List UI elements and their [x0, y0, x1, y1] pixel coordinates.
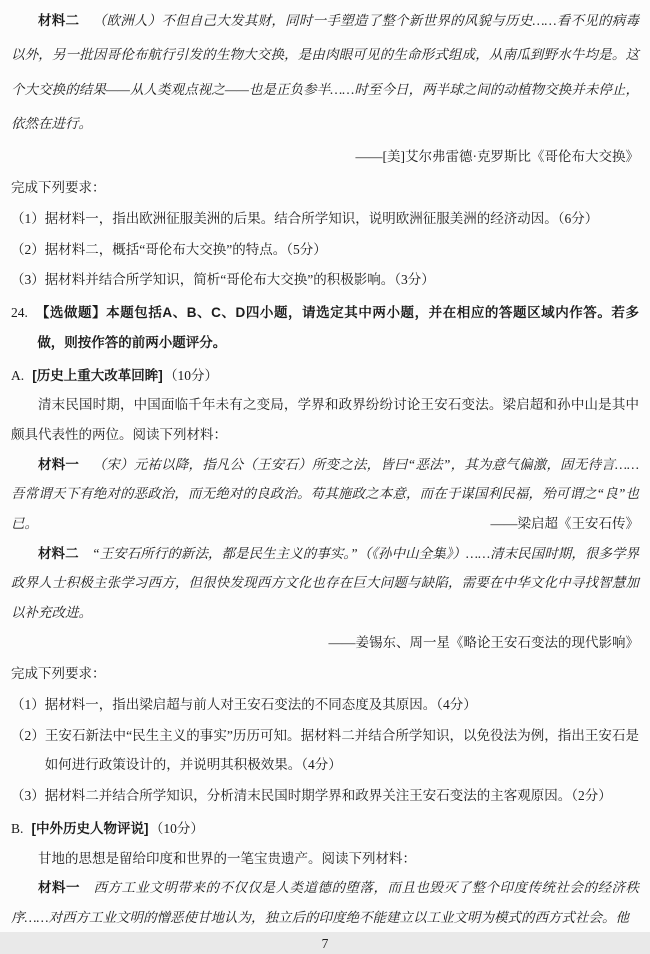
- section-a-prefix: A.: [11, 367, 25, 383]
- section-a-question-3: （3）据材料二并结合所学知识，分析清末民国时期学界和政界关注王安石变法的主客观原因。（2分）: [11, 788, 612, 804]
- q23-requirements: 完成下列要求：: [11, 180, 106, 196]
- section-a-material1-paragraph: [11, 450, 639, 539]
- section-a-heading: [11, 361, 639, 391]
- section-b-score: （10分）: [149, 820, 204, 836]
- section-a-material2-text: “王安石所行的新法，都是民生主义的事实。”（《孙中山全集》）……清末民国时期，很多学界政界人士积极主张学习西方，但很快发现西方文化也存在巨大问题与缺陷，需要在中华文化中寻找智慧加以补充改进。: [11, 545, 639, 620]
- section-b-material1-text: 西方工业文明带来的不仅仅是人类道德的堕落，而且也毁灭了整个印度传统社会的经济秩序……对西方工业文明的憎恶使甘地认为，独立后的印度绝不能建立以工业文明为模式的西方式社会。他: [11, 880, 639, 925]
- section-b-intro: 甘地的思想是留给印度和世界的一笔宝贵遗产。阅读下列材料：: [38, 850, 416, 866]
- section-b-heading: [11, 814, 639, 844]
- section-a-material2-label: 材料二: [38, 545, 79, 561]
- q23-material2-text: （欧洲人）不但自己大发其财，同时一手塑造了整个新世界的风貌与历史……看不见的病毒以外，另一批因哥伦布航行引发的生物大交换，是由肉眼可见的生命形式组成，从南瓜到野水牛均是。这个大交换的结果——从人类观点视之——也是正负参半……时至今日，两半球之间的动植物交换并未停止，依然在进行。: [11, 13, 639, 132]
- q24-number: 24.: [11, 305, 28, 321]
- section-a-material1-label: 材料一: [38, 456, 80, 472]
- section-b-prefix: B.: [11, 820, 24, 836]
- section-b-title: [中外历史人物评说]: [31, 820, 149, 836]
- section-a-material1-attribution: ——梁启超《王安石传》: [490, 515, 639, 531]
- section-a-material2-attribution: ——姜锡东、周一星《略论王安石变法的现代影响》: [328, 634, 639, 650]
- q24-instruction-line: [11, 298, 639, 357]
- q23-question-3: （3）据材料并结合所学知识，简析“哥伦布大交换”的积极影响。（3分）: [11, 272, 435, 288]
- q23-material2-label: 材料二: [38, 13, 80, 28]
- q23-question-1: （1）据材料一，指出欧洲征服美洲的后果。结合所学知识，说明欧洲征服美洲的经济动因。（6分）: [11, 211, 599, 227]
- section-a-question-2: （2）王安石新法中“民生主义的事实”历历可知。据材料二并结合所学知识，以免役法为例，指出王安石是如何进行政策设计的，并说明其积极效果。（4分）: [11, 727, 639, 773]
- section-a-title: [历史上重大改革回眸]: [32, 367, 163, 383]
- section-a-intro: 清末民国时期，中国面临千年未有之变局，学界和政界纷纷讨论王安石变法。梁启超和孙中山是其中颇具代表性的两位。阅读下列材料：: [11, 397, 639, 442]
- section-a-question-1: （1）据材料一，指出梁启超与前人对王安石变法的不同态度及其原因。（4分）: [11, 697, 477, 713]
- page-number: 7: [321, 935, 329, 951]
- section-a-material2-paragraph: [11, 539, 639, 628]
- section-a-requirements: 完成下列要求：: [11, 666, 106, 682]
- section-b-material1-paragraph: [11, 873, 639, 932]
- q23-question-2: （2）据材料二，概括“哥伦布大交换”的特点。（5分）: [11, 241, 327, 257]
- q23-material2-attribution: ——[美]艾尔弗雷德·克罗斯比《哥伦布大交换》: [355, 148, 639, 164]
- section-a-material1-text: （宋）元祐以降，指凡公（王安石）所变之法，皆曰“恶法”，其为意气偏激，固无待言……吾常谓天下有绝对的恶政治，而无绝对的良政治。苟其施政之本意，而在于谋国利民福，殆可谓之“良”也已。: [11, 456, 639, 531]
- section-b-material1-label: 材料一: [38, 880, 80, 896]
- q24-instruction: 【选做题】本题包括A、B、C、D四小题，请选定其中两小题，并在相应的答题区域内作答。若多做，则按作答的前两小题评分。: [35, 305, 639, 350]
- q23-material2-paragraph: [11, 4, 639, 142]
- section-a-score: （10分）: [164, 367, 219, 383]
